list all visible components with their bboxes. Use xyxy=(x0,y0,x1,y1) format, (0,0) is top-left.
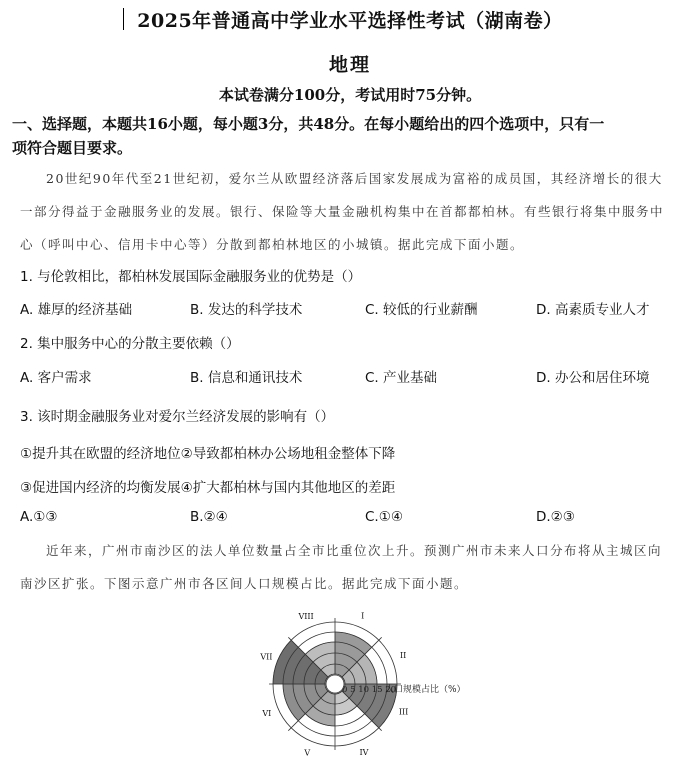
question-2-stem: 2. 集中服务中心的分散主要依赖（） xyxy=(20,336,240,352)
population-rose-diagram xyxy=(240,600,490,760)
question-3-stem: 3. 该时期金融服务业对爱尔兰经济发展的影响有（） xyxy=(20,409,335,425)
passage-2 xyxy=(20,534,700,600)
question-1-stem: 1. 与伦敦相比，都柏林发展国际金融服务业的优势是（） xyxy=(20,269,362,285)
sector-label-V: V xyxy=(304,748,311,758)
axis-tick-labels: 0 5 10 15 20 xyxy=(342,685,397,695)
sector-label-III: III xyxy=(398,707,409,717)
passage-1-line-3: 心（呼叫中心、信用卡中心等）分散到都柏林地区的小城镇。据此完成下面小题。 xyxy=(20,237,525,252)
passage-1 xyxy=(20,162,700,261)
passage-1-line-1: 20世纪90年代至21世纪初，爱尔兰从欧盟经济落后国家发展成为富裕的成员国，其经济增长的很大 xyxy=(46,171,663,186)
sector-label-VIII: VIII xyxy=(298,611,314,621)
section-line-1: 一、选择题，本题共16小题，每小题3分，共48分。在每小题给出的四个选项中，只有一 xyxy=(12,115,605,133)
question-3-option-c[interactable]: C.①④ xyxy=(365,509,403,525)
sector-label-I: I xyxy=(361,611,365,621)
section-line-2: 项符合题目要求。 xyxy=(12,139,133,157)
subject-heading: 地理 xyxy=(328,54,371,76)
passage-1-line-2: 一部分得益于金融服务业的发展。银行、保险等大量金融机构集中在首都都柏林。有些银行将集中服务中 xyxy=(20,204,665,219)
axis-label: 人口规模占比（%） xyxy=(385,685,466,695)
question-2-option-c[interactable]: C. 产业基础 xyxy=(365,370,438,386)
question-1-option-c[interactable]: C. 较低的行业薪酬 xyxy=(365,302,478,318)
passage-2-line-1: 近年来，广州市南沙区的法人单位数量占全市比重位次上升。预测广州市未来人口分布将从主城区向 xyxy=(46,543,663,558)
question-3-statements-1: ①提升其在欧盟的经济地位②导致都柏林办公场地租金整体下降 xyxy=(20,446,396,462)
question-1-option-b[interactable]: B. 发达的科学技术 xyxy=(190,302,303,318)
sector-label-VII: VII xyxy=(260,652,273,662)
question-3-option-b[interactable]: B.②④ xyxy=(190,509,228,525)
question-1-option-a[interactable]: A. 雄厚的经济基础 xyxy=(20,302,133,318)
section-instructions xyxy=(12,112,700,160)
sector-label-VI: VI xyxy=(262,708,272,718)
question-3-option-d[interactable]: D.②③ xyxy=(536,509,575,525)
question-2-option-b[interactable]: B. 信息和通讯技术 xyxy=(190,370,303,386)
sector-label-II: II xyxy=(399,651,407,661)
sector-label-IV: IV xyxy=(359,748,369,758)
question-1-option-d[interactable]: D. 高素质专业人才 xyxy=(536,302,650,318)
exam-title: 2025年普通高中学业水平选择性考试（湖南卷） xyxy=(137,10,563,32)
question-2-option-a[interactable]: A. 客户需求 xyxy=(20,370,92,386)
question-3-option-a[interactable]: A.①③ xyxy=(20,509,58,525)
passage-2-line-2: 南沙区扩张。下图示意广州市各区间人口规模占比。据此完成下面小题。 xyxy=(20,576,469,591)
question-2-option-d[interactable]: D. 办公和居住环境 xyxy=(536,370,650,386)
question-3-statements-2: ③促进国内经济的均衡发展④扩大都柏林与国内其他地区的差距 xyxy=(20,480,396,496)
score-info: 本试卷满分100分，考试用时75分钟。 xyxy=(218,86,482,104)
